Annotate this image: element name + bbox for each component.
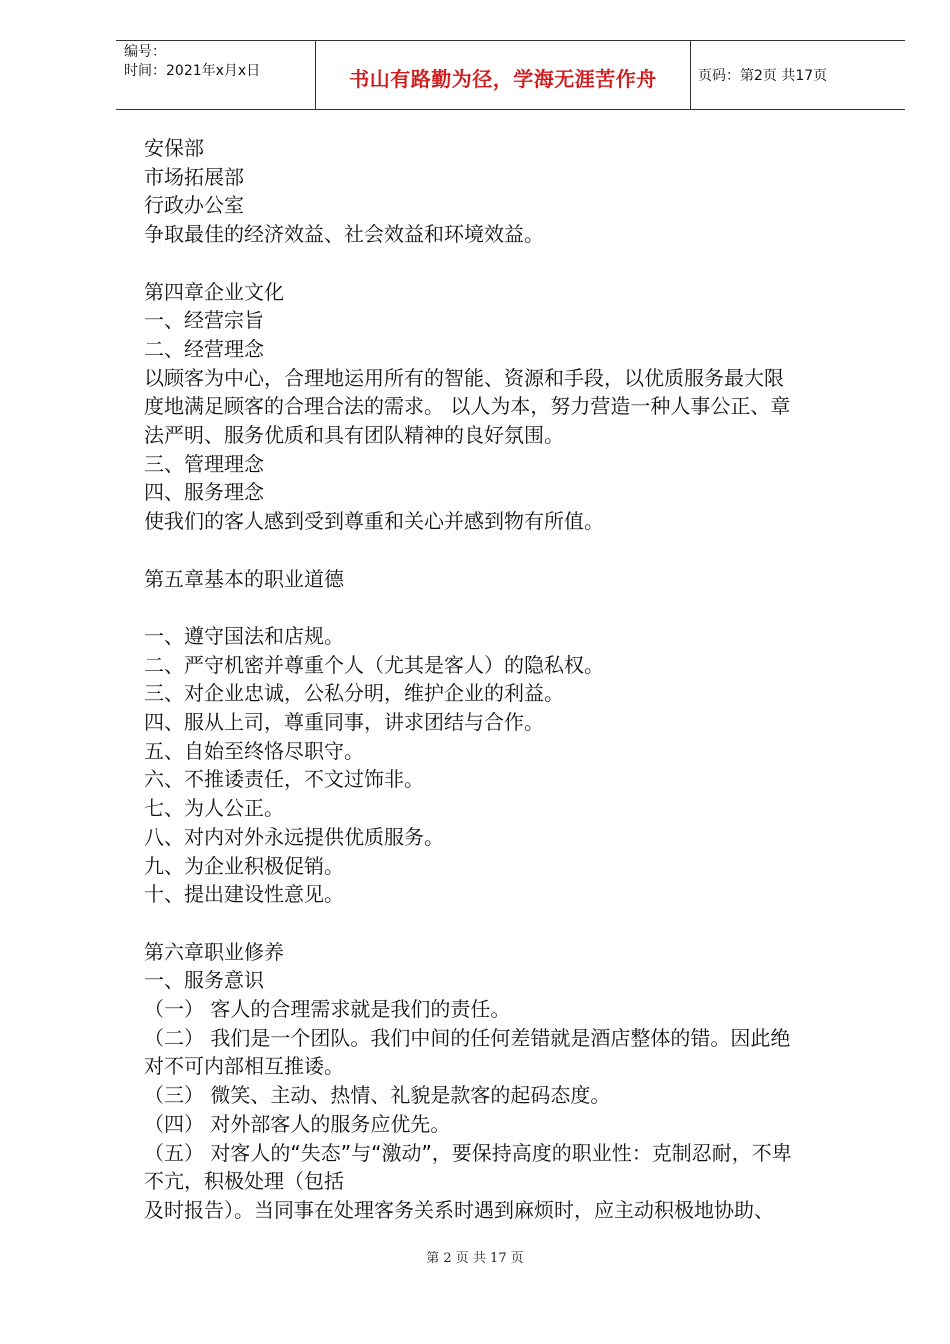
number-label: 编号： [124,44,166,60]
text-line: （三） 微笑、主动、热情、礼貌是款客的起码态度。 [144,1083,611,1108]
text-line: 一、遵守国法和店规。 [144,623,344,648]
time-label: 时间：2021年x月x日 [124,63,261,79]
text-line: 第六章职业修养 [144,939,284,964]
text-line: 第五章基本的职业道德 [144,566,344,591]
text-line: 六、不推诿责任，不文过饰非。 [144,767,424,792]
text-line: 对不可内部相互推诿。 [144,1054,344,1079]
text-line [144,249,870,278]
page-info: 页码：第2页 共17页 [698,68,828,84]
motto-text: 书山有路勤为径，学海无涯苦作舟 [349,67,657,91]
text-line: 四、服务理念 [144,480,264,505]
text-line: （五） 对客人的“失态”与“激动”，要保持高度的职业性：克制忍耐，不卑 [144,1140,792,1165]
text-line: 二、严守机密并尊重个人（尤其是客人）的隐私权。 [144,652,604,677]
text-line [144,536,870,565]
text-line [144,909,870,938]
header-motto-cell [315,41,691,109]
text-line: 第四章企业文化 [144,279,284,304]
text-line: 争取最佳的经济效益、社会效益和环境效益。 [144,222,544,247]
text-line: 一、服务意识 [144,968,264,993]
document-body [144,134,870,1225]
text-line: 五、自始至终恪尽职守。 [144,738,364,763]
text-line: 九、为企业积极促销。 [144,853,344,878]
text-line: （四） 对外部客人的服务应优先。 [144,1111,451,1136]
text-line: 四、服从上司，尊重同事，讲求团结与合作。 [144,710,544,735]
text-line: 法严明、服务优质和具有团队精神的良好氛围。 [144,423,564,448]
text-line: 八、对内对外永远提供优质服务。 [144,824,444,849]
text-line: 使我们的客人感到受到尊重和关心并感到物有所值。 [144,509,604,534]
text-line: 市场拓展部 [144,164,244,189]
text-line: 十、提出建设性意见。 [144,882,344,907]
text-line: 以顾客为中心，合理地运用所有的智能、资源和手段，以优质服务最大限 [144,365,784,390]
text-line: 安保部 [144,136,204,160]
header-page-cell [690,41,905,109]
text-line: 七、为人公正。 [144,796,284,821]
text-line [144,593,870,622]
document-header [116,40,905,110]
text-line: 二、经营理念 [144,336,264,361]
text-line: （二） 我们是一个团队。我们中间的任何差错就是酒店整体的错。因此绝 [144,1025,791,1050]
page-footer: 第 2 页 共 17 页 [426,1251,524,1266]
header-meta-cell [116,41,315,109]
text-line: 三、管理理念 [144,451,264,476]
text-line: （一） 客人的合理需求就是我们的责任。 [144,997,511,1022]
text-line: 三、对企业忠诚，公私分明，维护企业的利益。 [144,681,564,706]
text-line: 不亢，积极处理（包括 [144,1169,344,1194]
text-line: 行政办公室 [144,193,244,218]
text-line: 及时报告）。当同事在处理客务关系时遇到麻烦时，应主动积极地协助、 [144,1197,774,1222]
text-line: 度地满足顾客的合理合法的需求。 以人为本，努力营造一种人事公正、章 [144,394,791,419]
text-line: 一、经营宗旨 [144,308,264,333]
